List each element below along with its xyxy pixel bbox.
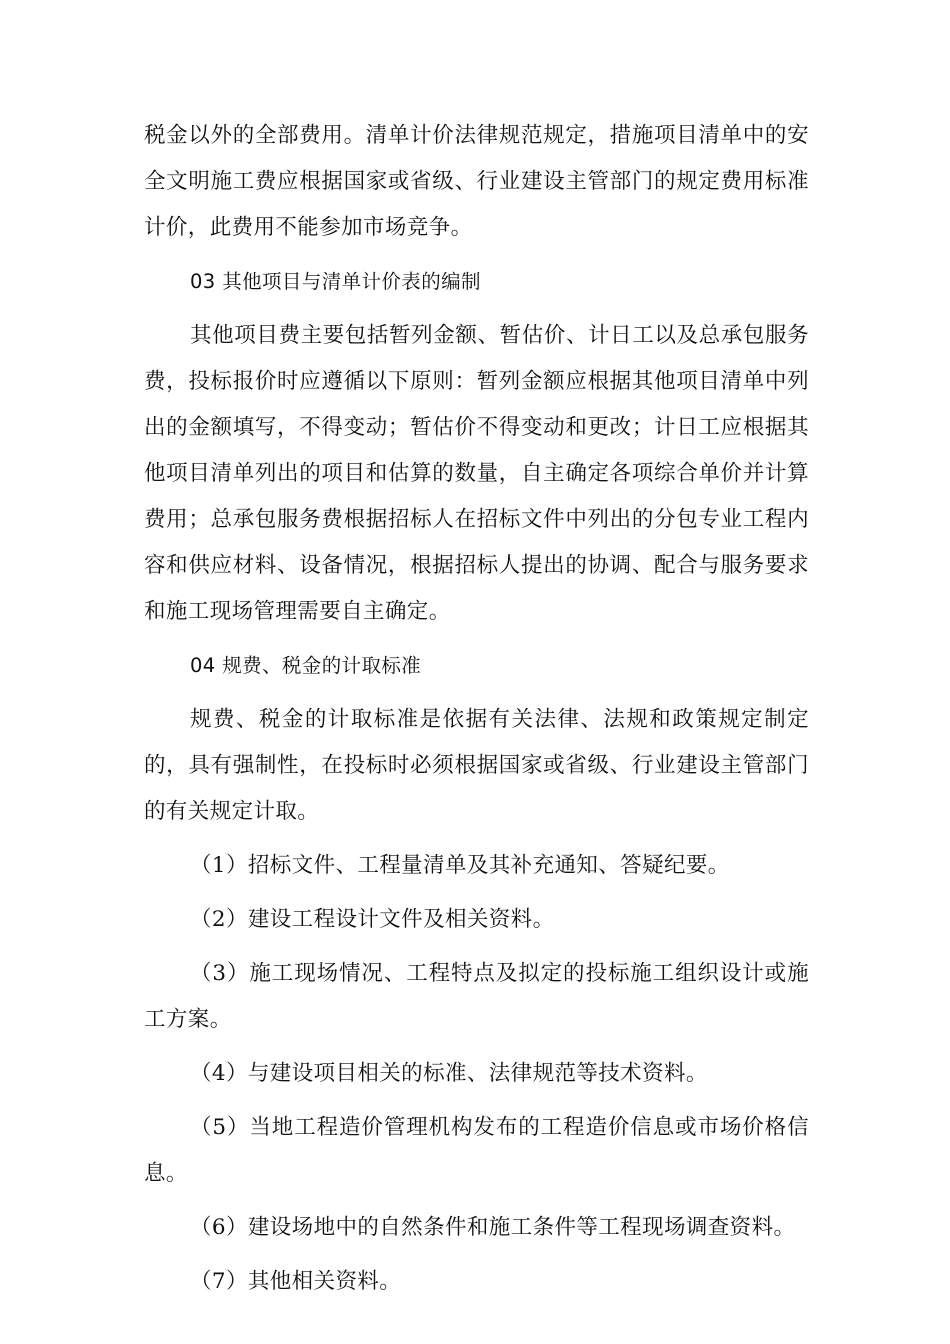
paragraph-other-items: 其他项目费主要包括暂列金额、暂估价、计日工以及总承包服务费，投标报价时应遵循以下原则：暂列金额应根据其他项目清单中列出的金额填写，不得变动；暂估价不得变动和更改；计日工应根据其他项目清单列出的项目和估算的数量，自主确定各项综合单价并计算费用；总承包服务费根据招标人在招标文件中列出的分包专业工程内容和供应材料、设备情况，根据招标人提出的协调、配合与服务要求和施工现场管理需要自主确定。 <box>144 323 809 624</box>
list-item: （7）其他相关资料。 <box>190 1269 402 1294</box>
document-body <box>144 113 809 1313</box>
list-item: （4）与建设项目相关的标准、法律规范等技术资料。 <box>190 1061 708 1086</box>
list-item: （5）当地工程造价管理机构发布的工程造价信息或市场价格信息。 <box>144 1115 809 1186</box>
list-item: （1）招标文件、工程量清单及其补充通知、答疑纪要。 <box>190 853 730 878</box>
list-item: （6）建设场地中的自然条件和施工条件等工程现场调查资料。 <box>190 1215 796 1240</box>
section-heading-04: 04 规费、税金的计取标准 <box>190 654 422 677</box>
list-item: （2）建设工程设计文件及相关资料。 <box>190 907 555 932</box>
paragraph-fees-taxes: 规费、税金的计取标准是依据有关法律、法规和政策规定制定的，具有强制性，在投标时必须根据国家或省级、行业建设主管部门的有关规定计取。 <box>144 707 809 824</box>
section-heading-03: 03 其他项目与清单计价表的编制 <box>190 270 481 293</box>
list-item: （3）施工现场情况、工程特点及拟定的投标施工组织设计或施工方案。 <box>144 961 809 1032</box>
paragraph-continuation: 税金以外的全部费用。清单计价法律规范规定，措施项目清单中的安全文明施工费应根据国家或省级、行业建设主管部门的规定费用标准计价，此费用不能参加市场竞争。 <box>144 123 809 240</box>
